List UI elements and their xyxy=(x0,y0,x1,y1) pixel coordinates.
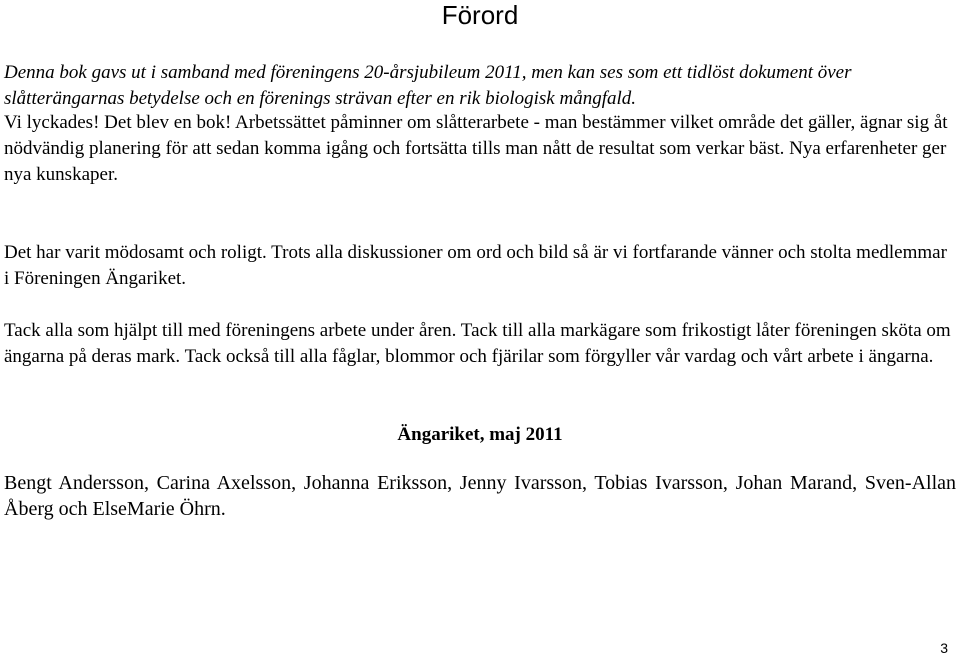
page-number: 3 xyxy=(940,640,948,656)
intro-paragraph: Denna bok gavs ut i samband med föreningens 20-årsjubileum 2011, men kan ses som ett tidlöst dokument över slåtterängarnas betydelse och en förenings strävan efter en rik biologisk mångfald. xyxy=(4,62,852,109)
body-paragraph-3: Tack alla som hjälpt till med föreningens arbete under åren. Tack till alla markägare som frikostigt låter föreningen sköta om ängarna på deras mark. Tack också till alla fåglar, blommor och fjärilar som förgyller vår vardag och vårt arbete i ängarna. xyxy=(4,320,951,367)
body-paragraph-1: Vi lyckades! Det blev en bok! Arbetssättet påminner om slåtterarbete - man bestämmer vilket område det gäller, ägnar sig åt nödvändig planering för att sedan komma igång och fortsätta tills man nått de resultat som verkar bäst. Nya erfarenheter ger nya kunskaper. xyxy=(4,112,948,185)
author-list: Bengt Andersson, Carina Axelsson, Johanna Eriksson, Jenny Ivarsson, Tobias Ivarsson, Johan Marand, Sven-Allan Åberg och ElseMarie Öhrn. xyxy=(4,472,956,520)
body-paragraph-2: Det har varit mödosamt och roligt. Trots alla diskussioner om ord och bild så är vi fortfarande vänner och stolta medlemmar i Föreningen Ängariket. xyxy=(4,242,947,289)
page-title: Förord xyxy=(441,0,519,30)
signature-line: Ängariket, maj 2011 xyxy=(397,424,563,445)
